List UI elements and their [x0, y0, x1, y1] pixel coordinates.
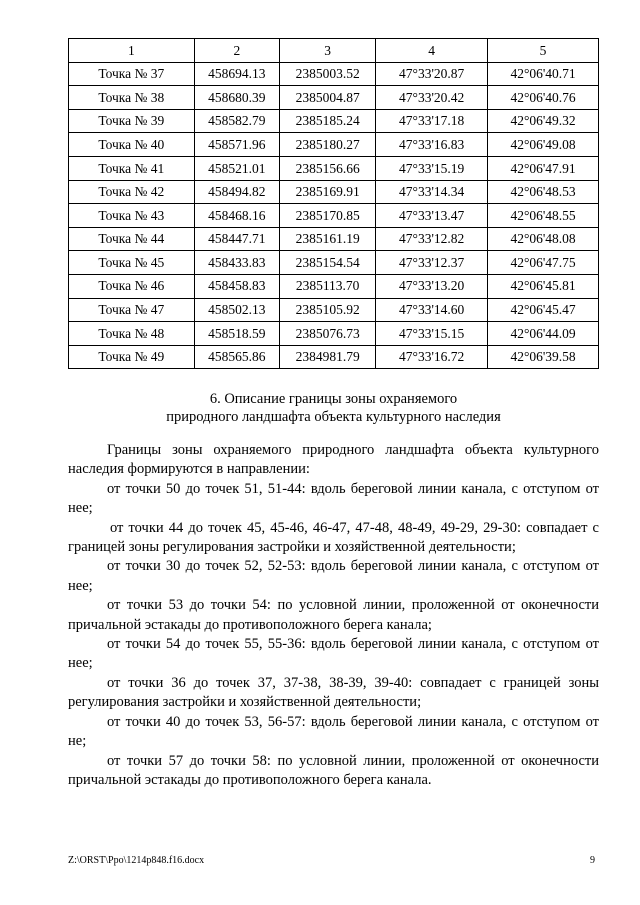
table-cell: 47°33'17.18	[376, 109, 488, 133]
table-cell: 2385161.19	[280, 227, 376, 251]
table-row	[69, 274, 599, 298]
table-row	[69, 227, 599, 251]
table-cell: 458447.71	[194, 227, 279, 251]
table-cell: Точка № 45	[69, 251, 195, 275]
table-cell: Точка № 44	[69, 227, 195, 251]
table-cell: 458458.83	[194, 274, 279, 298]
paragraph: от точки 36 до точек 37, 37-38, 38-39, 39-40: совпадает с границей зоны регулирования застройки и хозяйственной деятельности;	[68, 674, 599, 711]
section-heading-line: 6. Описание границы зоны охраняемого	[209, 391, 458, 407]
table-cell: 47°33'13.20	[376, 274, 488, 298]
table-cell: 2385156.66	[280, 156, 376, 180]
table-cell: 47°33'20.87	[376, 62, 488, 86]
table-cell: 42°06'48.55	[488, 204, 599, 228]
paragraph: от точки 53 до точки 54: по условной линии, проложенной от оконечности причальной эстакады до противоположного берега канала;	[68, 597, 599, 633]
header-cell: 2	[194, 39, 279, 63]
table-cell: 42°06'39.58	[488, 345, 599, 369]
table-row	[69, 322, 599, 346]
footer-file-path: Z:\ORST\Ppo\1214p848.f16.docx	[68, 855, 205, 866]
table-cell: 42°06'40.71	[488, 62, 599, 86]
table-cell: Точка № 49	[69, 345, 195, 369]
footer-page-number: 9	[590, 855, 595, 866]
table-cell: 47°33'12.37	[376, 251, 488, 275]
table-cell: Точка № 37	[69, 62, 195, 86]
table-cell: 42°06'48.08	[488, 227, 599, 251]
table-cell: 458694.13	[194, 62, 279, 86]
section-heading	[68, 390, 599, 426]
table-row	[69, 62, 599, 86]
table-cell: 47°33'20.42	[376, 86, 488, 110]
table-cell: 458518.59	[194, 322, 279, 346]
paragraph: от точки 57 до точки 58: по условной линии, проложенной от оконечности причальной эстакады до противоположного берега канала.	[68, 752, 599, 788]
table-cell: 458502.13	[194, 298, 279, 322]
table-cell: 458565.86	[194, 345, 279, 369]
table-cell: 42°06'44.09	[488, 322, 599, 346]
table-cell: 42°06'47.91	[488, 156, 599, 180]
table-cell: Точка № 47	[69, 298, 195, 322]
coordinates-table-body	[69, 39, 599, 369]
table-cell: 47°33'13.47	[376, 204, 488, 228]
table-cell: 42°06'48.53	[488, 180, 599, 204]
table-cell: 47°33'15.15	[376, 322, 488, 346]
table-row	[69, 86, 599, 110]
table-cell: 2385154.54	[280, 251, 376, 275]
table-cell: 2385105.92	[280, 298, 376, 322]
paragraph: от точки 50 до точек 51, 51-44: вдоль береговой линии канала, с отступом от нее;	[68, 480, 599, 517]
header-cell: 4	[376, 39, 488, 63]
paragraph: от точки 44 до точек 45, 45-46, 46-47, 47-48, 48-49, 49-29, 29-30: совпадает с границей зоны регулирования застройки и хозяйственной деятельности;	[68, 519, 599, 556]
header-cell: 3	[280, 39, 376, 63]
table-cell: 47°33'12.82	[376, 227, 488, 251]
table-cell: 458433.83	[194, 251, 279, 275]
table-cell: 458582.79	[194, 109, 279, 133]
table-cell: 2385185.24	[280, 109, 376, 133]
table-cell: Точка № 48	[69, 322, 195, 346]
paragraph: от точки 30 до точек 52, 52-53: вдоль береговой линии канала, с отступом от нее;	[68, 558, 599, 594]
table-cell: Точка № 39	[69, 109, 195, 133]
table-row	[69, 109, 599, 133]
table-cell: 42°06'49.08	[488, 133, 599, 157]
table-cell: 2385169.91	[280, 180, 376, 204]
table-cell: 42°06'45.81	[488, 274, 599, 298]
paragraph: Границы зоны охраняемого природного ландшафта объекта культурного наследия формируются в направлении:	[68, 442, 599, 478]
table-cell: 2385170.85	[280, 204, 376, 228]
table-cell: 2385076.73	[280, 322, 376, 346]
paragraph: от точки 40 до точек 53, 56-57: вдоль береговой линии канала, с отступом от не;	[68, 713, 599, 750]
table-row	[69, 251, 599, 275]
table-cell: 458494.82	[194, 180, 279, 204]
boundary-description	[68, 441, 599, 790]
header-cell: 5	[488, 39, 599, 63]
table-row	[69, 345, 599, 369]
table-cell: 2384981.79	[280, 345, 376, 369]
table-cell: 47°33'14.34	[376, 180, 488, 204]
table-cell: 47°33'15.19	[376, 156, 488, 180]
section-heading-line: природного ландшафта объекта культурного наследия	[166, 409, 501, 425]
table-cell: Точка № 43	[69, 204, 195, 228]
table-row	[69, 204, 599, 228]
table-cell: 2385113.70	[280, 274, 376, 298]
table-cell: Точка № 40	[69, 133, 195, 157]
coordinates-table	[68, 38, 599, 369]
table-cell: 42°06'49.32	[488, 109, 599, 133]
table-cell: Точка № 46	[69, 274, 195, 298]
table-row	[69, 298, 599, 322]
table-cell: 42°06'47.75	[488, 251, 599, 275]
table-header-row	[69, 39, 599, 63]
table-cell: 458468.16	[194, 204, 279, 228]
table-row	[69, 133, 599, 157]
table-cell: Точка № 38	[69, 86, 195, 110]
table-cell: 2385180.27	[280, 133, 376, 157]
table-cell: 47°33'16.83	[376, 133, 488, 157]
table-cell: 2385004.87	[280, 86, 376, 110]
table-cell: 2385003.52	[280, 62, 376, 86]
table-row	[69, 180, 599, 204]
table-cell: 47°33'14.60	[376, 298, 488, 322]
table-row	[69, 156, 599, 180]
table-cell: 42°06'45.47	[488, 298, 599, 322]
table-cell: 458571.96	[194, 133, 279, 157]
table-cell: Точка № 41	[69, 156, 195, 180]
table-cell: 458680.39	[194, 86, 279, 110]
table-cell: Точка № 42	[69, 180, 195, 204]
header-cell: 1	[69, 39, 195, 63]
table-cell: 458521.01	[194, 156, 279, 180]
paragraph: от точки 54 до точек 55, 55-36: вдоль береговой линии канала, с отступом от нее;	[68, 636, 599, 672]
table-cell: 42°06'40.76	[488, 86, 599, 110]
table-cell: 47°33'16.72	[376, 345, 488, 369]
